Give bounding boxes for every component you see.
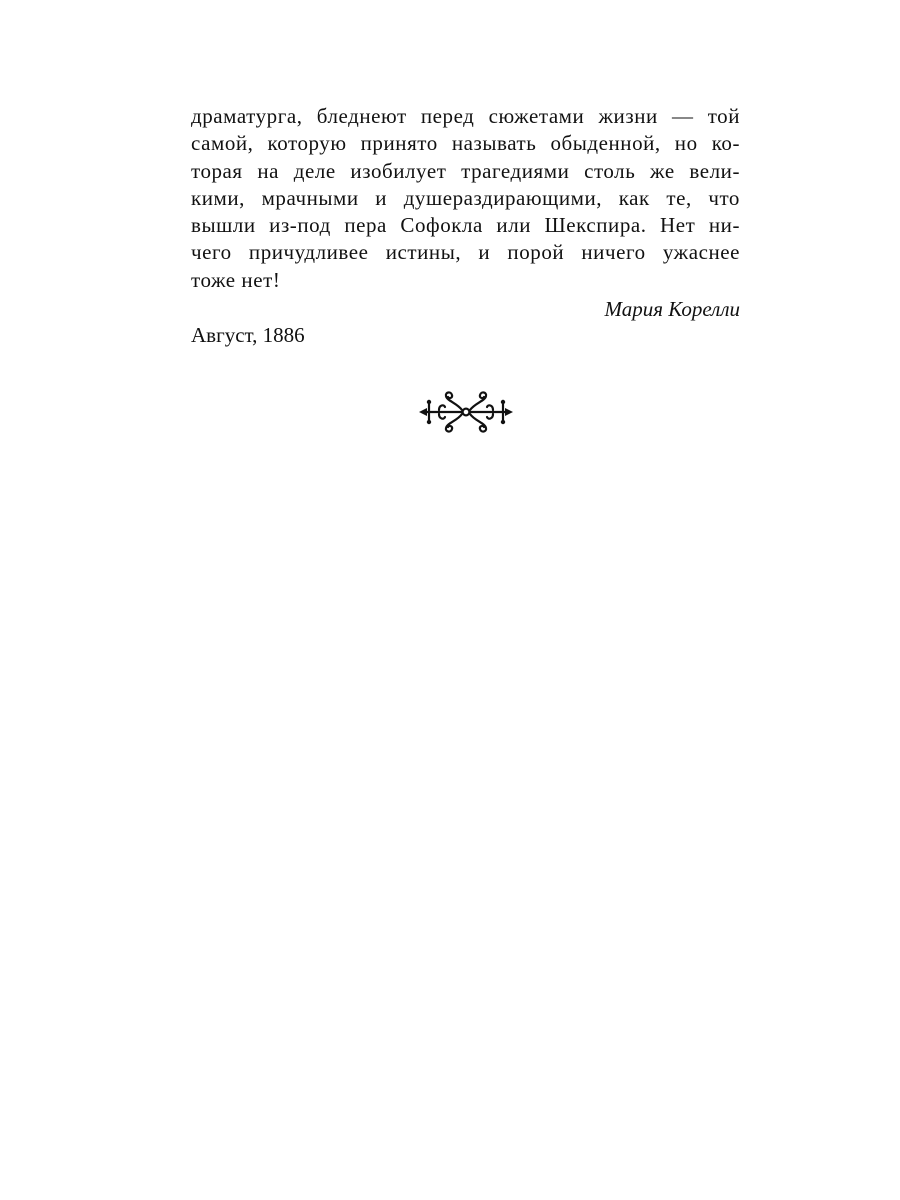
preface-paragraph (191, 103, 740, 294)
text-line: самой, которую принято называть обыденной, но ко- (191, 131, 740, 156)
text-line: вышли из-под пера Софокла или Шекспира. Нет ни- (191, 213, 740, 238)
text-line-last: тоже нет! (191, 267, 281, 292)
text-line: чего причудливее истины, и порой ничего ужаснее (191, 240, 740, 265)
text-line: торая на деле изобилует трагедиями столь же вели- (191, 158, 740, 183)
text-line: кими, мрачными и душераздирающими, как те, что (191, 185, 740, 210)
author-signature: Мария Корелли (604, 297, 740, 321)
dateline: Август, 1886 (191, 323, 305, 347)
text-line: драматурга, бледнеют перед сюжетами жизни — той (191, 104, 740, 128)
fleuron-ornament-icon (417, 389, 515, 435)
